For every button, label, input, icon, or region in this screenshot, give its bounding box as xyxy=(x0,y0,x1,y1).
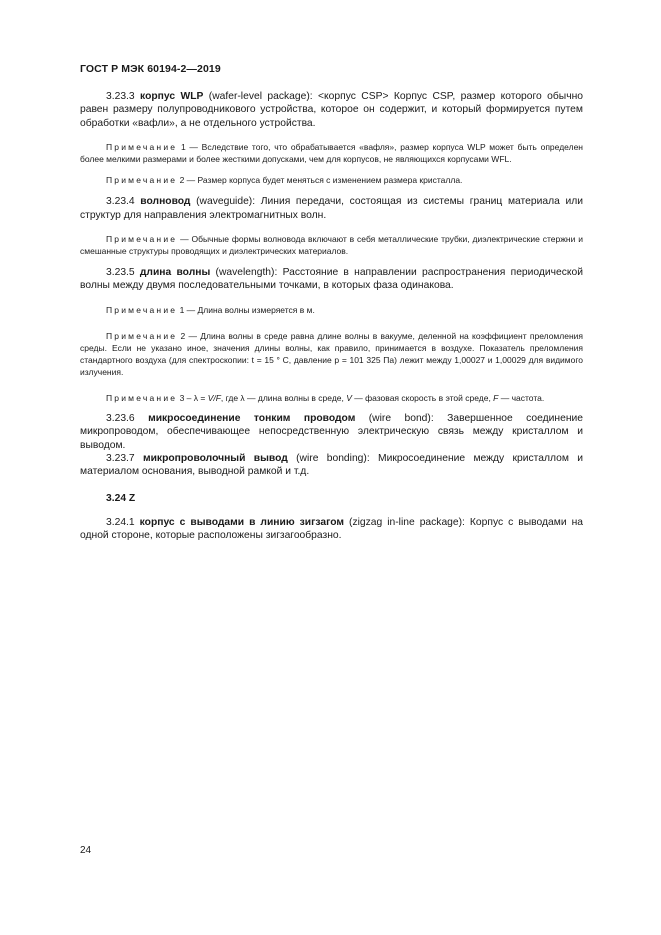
note-text: 2 — Размер корпуса будет меняться с изменением размера кристалла. xyxy=(177,175,463,186)
entry-3-23-7 xyxy=(80,452,583,479)
note-label: Примечание xyxy=(106,330,178,341)
page-number: 24 xyxy=(80,845,92,856)
entry-number: 3.23.6 xyxy=(106,412,149,424)
note-text: 3 – λ = xyxy=(177,392,208,403)
entry-3-23-5-note-1 xyxy=(80,304,583,316)
formula-var: V/F xyxy=(207,392,221,403)
entry-number: 3.23.3 xyxy=(106,91,141,102)
entry-3-23-5 xyxy=(80,266,583,293)
entry-3-23-3-note-1 xyxy=(80,141,583,165)
entry-term: волновод xyxy=(140,196,191,208)
entry-definition: (wavelength): Расстояние в направлении распространения периодической волны между двумя последовательными точками, в которых фаза одинакова. xyxy=(80,267,583,292)
entry-3-23-6 xyxy=(80,412,583,452)
standard-header: ГОСТ Р МЭК 60194-2—2019 xyxy=(80,63,221,75)
entry-number: 3.23.4 xyxy=(106,196,141,208)
note-text: 2 — Длина волны в среде равна длине волны в вакууме, деленной на коэффициент преломления среды. Если не указано иное, значения длины волны, как правило, принимается в воздухе. Показатель преломления стандартного воздуха (для спектроскопии: t = 15 ° С, давление р = 101 325 Па) лежит между 1,00027 и 1,00029 для видимого излучения. xyxy=(80,330,583,377)
entry-definition: (wire bonding): Микросоединение между кристаллом и материалом основания, выводной рамкой и т.д. xyxy=(80,453,583,478)
note-label: Примечание xyxy=(106,175,178,186)
note-label: Примечание xyxy=(106,304,178,315)
page-content xyxy=(80,90,583,543)
entry-3-23-4 xyxy=(80,195,583,222)
entry-definition: (waveguide): Линия передачи, состоящая из системы границ материала или структур для направления электромагнитных волн. xyxy=(80,196,583,221)
note-text: 1 — Вследствие того, что обрабатывается «вафля», размер корпуса WLP может быть определен более мелкими размерами и более жесткими допусками, чем для корпусов, не являющихся корпусами WFL. xyxy=(80,142,583,165)
entry-definition: (zigzag in-line package): Корпус с выводами на одной стороне, которые расположены зигзагообразно. xyxy=(80,516,583,542)
entry-term: корпус с выводами в линию зигзагом xyxy=(139,516,345,528)
entry-term: длина волны xyxy=(139,267,211,279)
entry-term: микропроволочный вывод xyxy=(142,453,288,465)
entry-term: корпус WLP xyxy=(140,91,204,102)
entry-3-24-1 xyxy=(80,516,583,543)
entry-3-23-3-note-2 xyxy=(80,174,583,186)
note-text: 1 — Длина волны измеряется в м. xyxy=(177,304,315,315)
entry-number: 3.23.5 xyxy=(106,267,140,279)
entry-number: 3.23.7 xyxy=(106,453,143,465)
entry-3-23-3 xyxy=(80,90,583,130)
entry-definition: (wafer-level package): <корпус CSP> Корпус CSP, размер которого обычно равен размеру полупроводникового устройства, которое он содержит, и который формируется путем обработки «вафли», а не отдельного устройства. xyxy=(80,91,583,129)
note-label: Примечание xyxy=(106,392,178,403)
entry-3-23-5-note-2 xyxy=(80,330,583,378)
note-text: — частота. xyxy=(498,392,545,403)
note-text: — Обычные формы волновода включают в себя металлические трубки, диэлектрические стержни и смешанные структуры проводящих и диэлектрических материалов. xyxy=(80,234,583,257)
entry-3-23-4-note xyxy=(80,233,583,257)
entry-number: 3.24.1 xyxy=(106,516,140,528)
entry-term: микросоединение тонким проводом xyxy=(148,412,356,424)
entry-definition: (wire bond): Завершенное соединение микропроводом, обеспечивающее непосредственную электрическую связь между кристаллом и выводом. xyxy=(80,412,583,451)
note-text: , где λ — длина волны в среде, xyxy=(220,392,347,403)
section-heading: 3.24 Z xyxy=(106,492,136,504)
formula-var: V xyxy=(346,392,352,403)
note-label: Примечание xyxy=(106,142,178,153)
formula-var: F xyxy=(493,392,499,403)
entry-3-23-5-note-3 xyxy=(80,392,583,404)
note-text: — фазовая скорость в этой среде, xyxy=(351,392,494,403)
note-label: Примечание xyxy=(106,234,178,245)
